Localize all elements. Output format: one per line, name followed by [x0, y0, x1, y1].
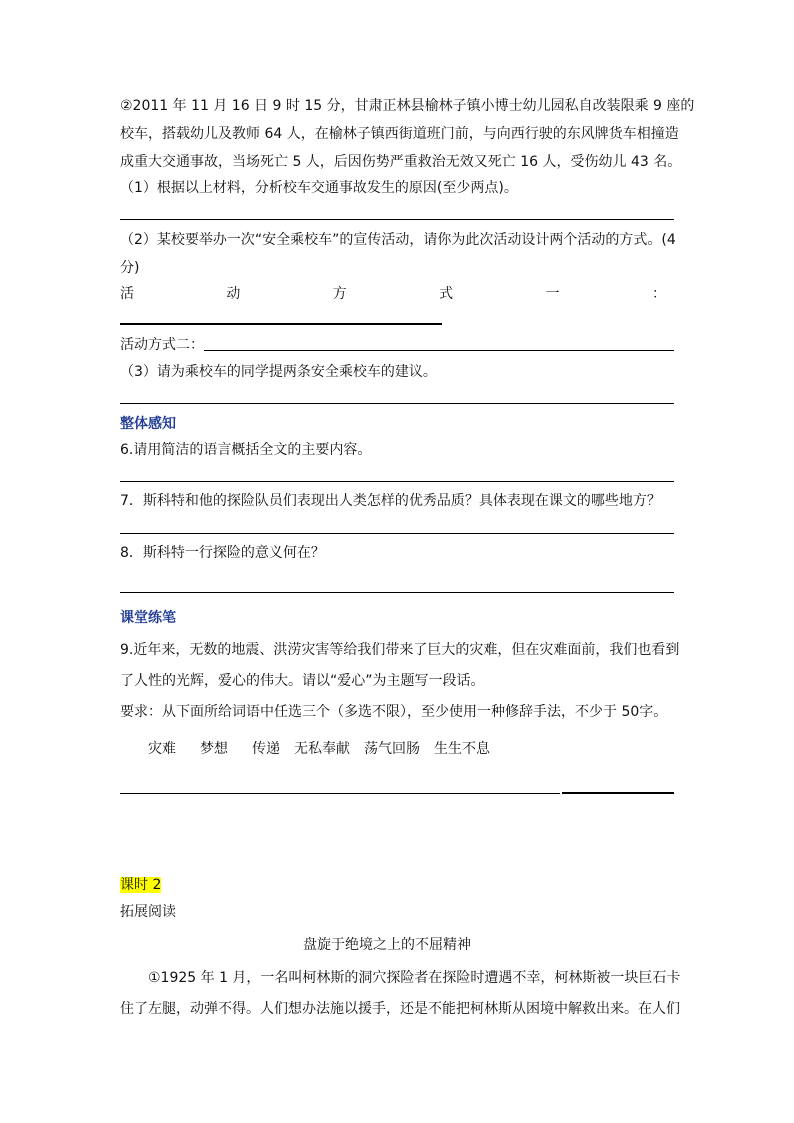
question-3: （3）请为乘校车的同学提两条安全乘校车的建议。 [120, 364, 437, 380]
article-line-2: 住了左腿，动弹不得。人们想办法施以援手，还是不能把柯林斯从困境中解救出来。在人们 [120, 1001, 680, 1017]
word-item: 灾难 [148, 741, 176, 757]
passage-line-3: 成重大交通事故，当场死亡 5 人，后因伤势严重救治无效又死亡 16 人，受伤幼儿 43 名。 [120, 154, 682, 170]
word-item: 荡气回肠 [364, 741, 420, 757]
question-6: 6.请用简洁的语言概括全文的主要内容。 [120, 442, 372, 458]
answer-line-q8[interactable] [120, 592, 674, 593]
section-heading-overall: 整体感知 [120, 416, 176, 432]
question-1: （1）根据以上材料，分析校车交通事故发生的原因(至少两点)。 [120, 180, 518, 196]
answer-line-q6[interactable] [120, 481, 674, 482]
spaced-char: 活 [120, 286, 134, 302]
word-item: 梦想 [200, 741, 228, 757]
question-7: 7．斯科特和他的探险队员们表现出人类怎样的优秀品质？具体表现在课文的哪些地方？ [120, 493, 661, 509]
article-line-1: ①1925 年 1 月，一名叫柯林斯的洞穴探险者在探险时遭遇不幸，柯林斯被一块巨石卡 [148, 970, 681, 986]
passage-line-2: 校车，搭载幼儿及教师 64 人，在榆林子镇西街道班门前，与向西行驶的东风牌货车相撞造 [120, 126, 679, 142]
question-9-line-1: 9.近年来，无数的地震、洪涝灾害等给我们带来了巨大的灾难，但在灾难面前，我们也看到 [120, 642, 680, 658]
activity-method-one-label [120, 280, 666, 308]
question-8: 8．斯科特一行探险的意义何在？ [120, 545, 325, 561]
spaced-char: 一 [545, 286, 560, 302]
section-heading-practice: 课堂练笔 [120, 610, 176, 626]
spaced-char: ： [651, 286, 666, 302]
spaced-char: 方 [332, 286, 347, 302]
answer-line-q1[interactable] [120, 219, 674, 220]
answer-line-q3[interactable] [120, 403, 674, 404]
spaced-char: 动 [226, 286, 241, 302]
question-9-line-2: 了人性的光辉，爱心的伟大。请以“爱心”为主题写一段话。 [120, 673, 485, 689]
answer-line-q7[interactable] [120, 533, 674, 534]
answer-line-method-one[interactable] [120, 323, 442, 325]
question-2-line-1: （2）某校要举办一次“安全乘校车”的宣传活动，请你为此次活动设计两个活动的方式。(4 [120, 232, 676, 248]
spaced-char: 式 [439, 286, 454, 302]
extended-reading-heading: 拓展阅读 [120, 904, 176, 920]
answer-line-q9-a[interactable] [120, 793, 560, 794]
word-item: 无私奉献 [294, 741, 350, 757]
lesson-2-label [120, 871, 161, 899]
word-list [148, 735, 490, 763]
answer-line-q9-b[interactable] [562, 792, 674, 794]
question-2-line-2: 分) [120, 260, 140, 276]
article-title: 盘旋于绝境之上的不屈精神 [303, 937, 471, 953]
word-item: 传递 [252, 741, 280, 757]
activity-method-two-label: 活动方式二： [120, 337, 204, 353]
lesson-2-label-highlight: 课时 2 [120, 877, 162, 893]
answer-line-method-two[interactable] [204, 350, 674, 351]
word-item: 生生不息 [434, 741, 490, 757]
passage-line-1: ②2011 年 11 月 16 日 9 时 15 分，甘肃正林县榆林子镇小博士幼儿园私自改装限乘 9 座的 [120, 98, 695, 114]
requirement: 要求：从下面所给词语中任选三个（多选不限），至少使用一种修辞手法，不少于 50字。 [120, 704, 668, 720]
